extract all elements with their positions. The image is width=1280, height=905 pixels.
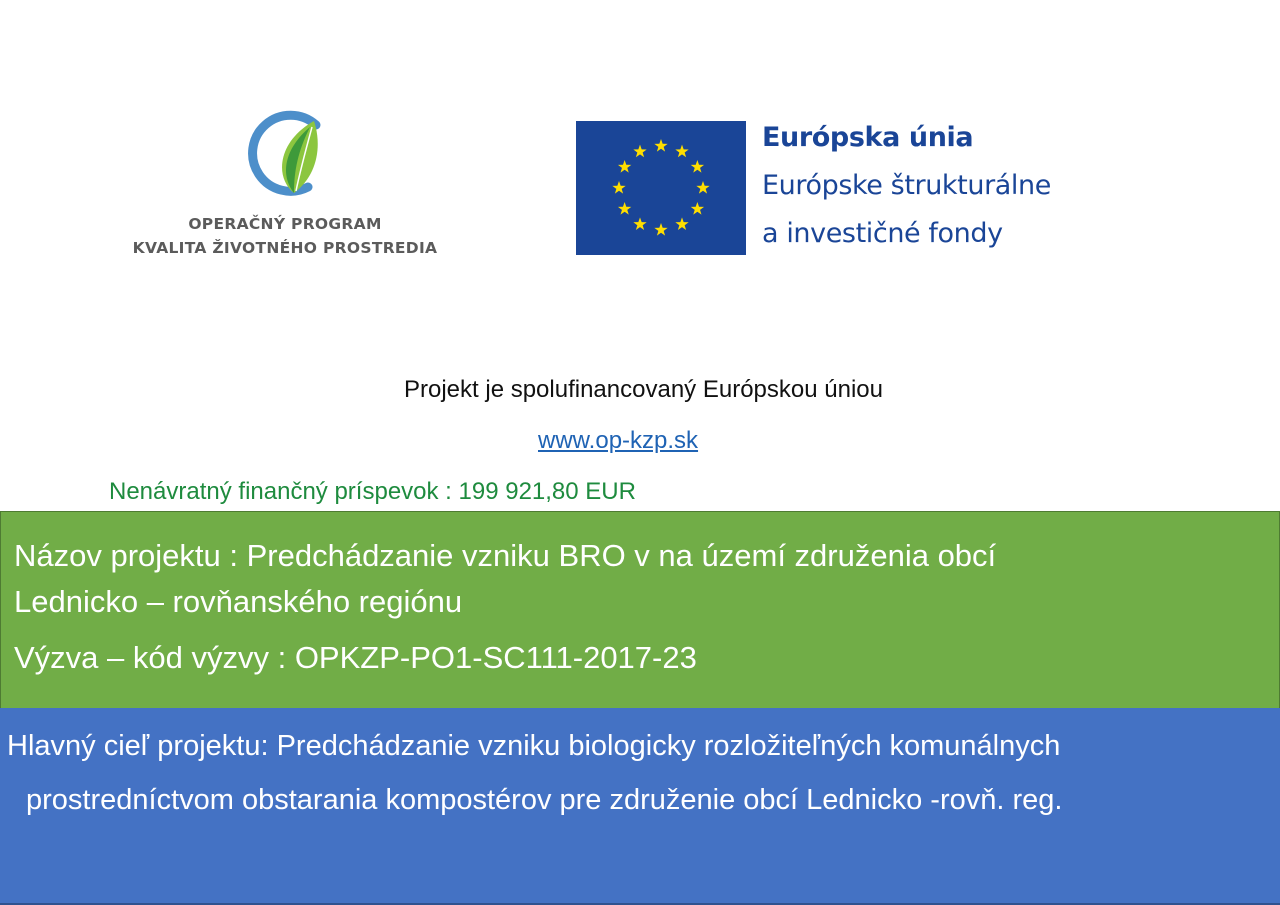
opkzp-logo bbox=[100, 100, 470, 270]
eu-logo-line3: a investičné fondy bbox=[762, 218, 1003, 249]
eu-logo-title: Európska únia bbox=[762, 122, 974, 153]
eu-flag-icon bbox=[576, 121, 746, 255]
grant-amount: Nenávratný finančný príspevok : 199 921,80 EUR bbox=[109, 478, 636, 505]
cofinanced-statement: Projekt je spolufinancovaný Európskou úniou bbox=[404, 376, 883, 403]
opkzp-logo-line2: KVALITA ŽIVOTNÉHO PROSTREDIA bbox=[132, 239, 438, 257]
goal-line1: Hlavný cieľ projektu: Predchádzanie vzniku biologicky rozložiteľných komunálnych bbox=[7, 730, 1061, 762]
project-name-line1: Názov projektu : Predchádzanie vzniku BRO v na území združenia obcí bbox=[14, 538, 997, 573]
call-code: Výzva – kód výzvy : OPKZP-PO1-SC111-2017-23 bbox=[14, 640, 697, 675]
project-name-line2: Lednicko – rovňanského regiónu bbox=[14, 584, 463, 619]
project-goal-box bbox=[0, 708, 1280, 905]
project-info-box bbox=[0, 511, 1280, 709]
goal-line2: prostredníctvom obstarania kompostérov pre združenie obcí Lednicko -rovň. reg. bbox=[26, 784, 1063, 816]
opkzp-logo-line1: OPERAČNÝ PROGRAM bbox=[188, 215, 382, 233]
opkzp-ring-leaf-icon bbox=[228, 105, 338, 205]
website-link[interactable]: www.op-kzp.sk bbox=[538, 427, 699, 454]
eu-logo-line2: Európske štrukturálne bbox=[762, 170, 1051, 201]
